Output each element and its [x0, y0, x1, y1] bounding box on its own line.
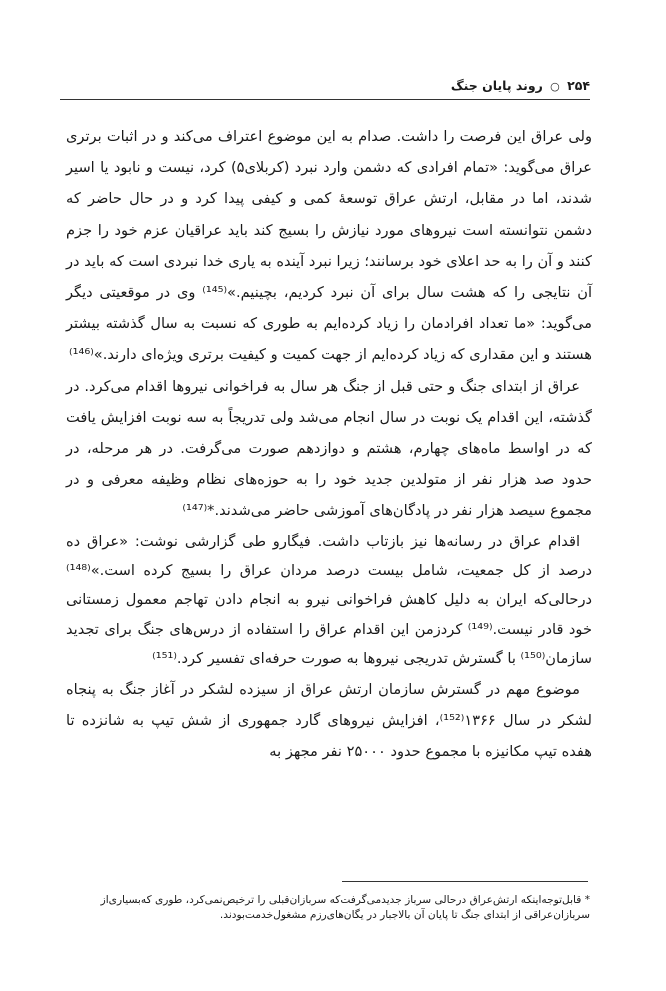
paragraph: اقدام عراق در رسانه‌ها نیز بازتاب داشت. فیگارو طی گزارشی نوشت: «عراق ده درصد از کل جمعیت، شامل بیست درصد مردان عراق را بسیج کرده است.»⁽¹⁴⁸⁾ درحالی‌که ایران به دلیل کاهش فراخوانی نیرو به انجام دادن تهاجم معمول زمستانی خود قادر نیست.⁽¹⁴⁹⁾ کردزمن این اقدام عراق را استفاده از درس‌های جنگ برای تجدید سازمان⁽¹⁵⁰⁾ با گسترش تدریجی نیروها به صورت حرفه‌ای تفسیر کرد.⁽¹⁵¹⁾ — [66, 532, 592, 668]
paragraph: عراق از ابتدای جنگ و حتی قبل از جنگ هر سال به فراخوانی نیروها اقدام می‌کرد. در گذشته، این اقدام یک نوبت در سال انجام می‌شد ولی تدریجاً به سه نوبت افزایش یافت که در اواسط ماه‌های چهارم، هشتم و دوازدهم صورت می‌گرفت. در هر مرحله، در حدود صد هزار نفر از متولدین جدید خود را به حوزه‌های نظام وظیفه معرفی و در مجموع سیصد هزار نفر در پادگان‌های آموزشی حاضر می‌شدند.*⁽¹⁴⁷⁾ — [66, 377, 592, 520]
separator-circle-icon: ○ — [550, 80, 560, 93]
chapter-title: روند پایان جنگ — [450, 78, 543, 93]
running-head — [60, 78, 590, 95]
paragraph: موضوع مهم در گسترش سازمان ارتش عراق از سیزده لشکر در آغاز جنگ به پنجاه لشکر در سال ۱۳۶۶⁽¹⁵²⁾، افزایش نیروهای گارد جمهوری از شش تیپ به شانزده تا هفده تیپ مکانیزه با مجموع حدود ۲۵۰۰۰ نفر مجهز به — [66, 680, 592, 761]
page-number: ۲۵۴ — [567, 78, 590, 93]
footnote-rule — [342, 881, 588, 882]
footnote: * قابل‌توجه‌اینکه ارتش‌عراق درحالی سرباز جدیدمی‌گرفت‌که سربازان‌قبلی را ترخیص‌نمی‌کرد، طوری که‌بسیاری‌از سربازان‌عراقی از ابتدای جنگ تا پایان آن بالاجبار در یگان‌های‌رزم مشغول‌خدمت‌بودند. — [100, 894, 590, 921]
paragraph: ولی عراق این فرصت را داشت. صدام به این موضوع اعتراف می‌کند و در اثبات برتری عراق می‌گوید: «تمام افرادی که دشمن وارد نبرد (کربلای۵) کرد، نیست و نابود یا اسیر شدند، اما در مقابل، ارتش عراق توسعهٔ کمی و کیفی پیدا کرد و در حال حاضر که دشمن نتوانسته است نیروهای مورد نیازش را بسیج کند باید عراقیان عزم خود را جزم کنند و آن را به حد اعلای خود برسانند؛ زیرا نبرد آینده به یاری خدا نبردی است که باید در آن نتایجی را که هشت سال برای آن نبرد کردیم، بچینیم.»⁽¹⁴⁵⁾ وی در موقعیتی دیگر می‌گوید: «ما تعداد افرادمان را زیاد کرده‌ایم به طوری که نسبت به سال گذشته بیشتر هستند و این مقداری که زیاد کرده‌ایم از جهت کمیت و کیفیت برتری ویژه‌ای دارند.»⁽¹⁴⁶⁾ — [66, 128, 593, 364]
main-text — [66, 121, 592, 767]
header-rule — [60, 99, 590, 100]
